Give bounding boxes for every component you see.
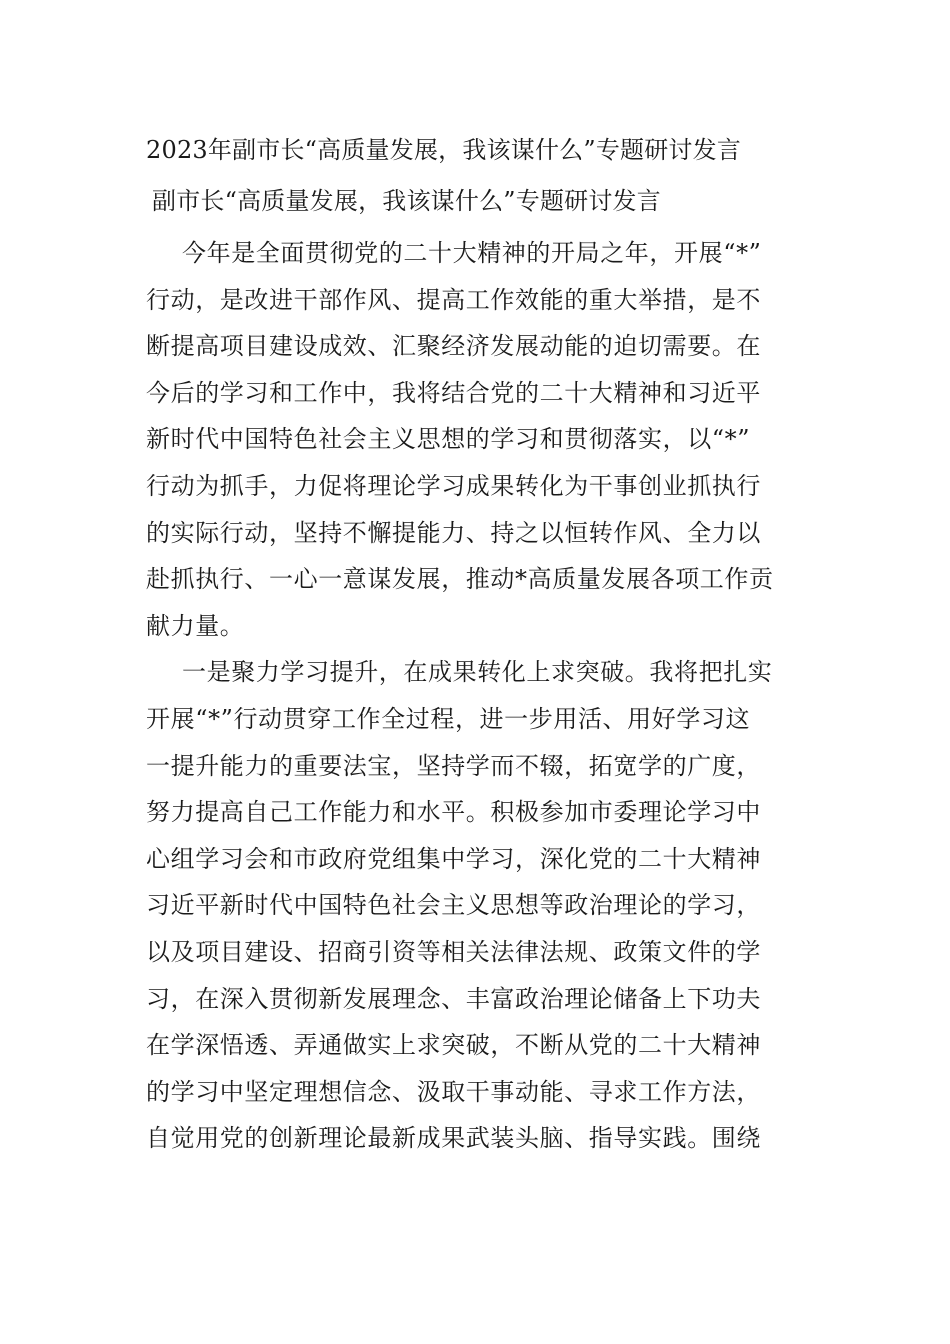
body-line: 习，在深入贯彻新发展理念、丰富政治理论储备上下功夫 — [146, 984, 761, 1013]
document-subtitle: 副市长“高质量发展，我该谋什么”专题研讨发言 — [152, 187, 661, 215]
body-line: 一是聚力学习提升，在成果转化上求突破。我将把扎实 — [182, 658, 773, 687]
body-line: 今年是全面贯彻党的二十大精神的开局之年，开展“*” — [182, 239, 762, 267]
body-line: 在学深悟透、弄通做实上求突破，不断从党的二十大精神 — [146, 1031, 761, 1060]
body-line: 的实际行动，坚持不懈提能力、持之以恒转作风、全力以 — [146, 518, 761, 547]
body-line: 习近平新时代中国特色社会主义思想等政治理论的学习， — [146, 891, 761, 920]
body-line: 新时代中国特色社会主义思想的学习和贯彻落实，以“*” — [146, 425, 751, 454]
body-line: 心组学习会和市政府党组集中学习，深化党的二十大精神 — [146, 844, 761, 873]
document-body — [146, 230, 806, 1162]
body-line: 开展“*”行动贯穿工作全过程，进一步用活、用好学习这 — [146, 704, 751, 733]
body-line: 行动，是改进干部作风、提高工作效能的重大举措，是不 — [146, 285, 761, 314]
body-line: 以及项目建设、招商引资等相关法律法规、政策文件的学 — [146, 937, 761, 966]
body-line: 献力量。 — [146, 611, 245, 640]
body-line: 断提高项目建设成效、汇聚经济发展动能的迫切需要。在 — [146, 332, 761, 361]
body-line: 努力提高自己工作能力和水平。积极参加市委理论学习中 — [146, 798, 761, 827]
body-line: 一提升能力的重要法宝，坚持学而不辍，拓宽学的广度， — [146, 751, 761, 780]
document-title: 2023年副市长“高质量发展，我该谋什么”专题研讨发言 — [146, 136, 742, 164]
body-line: 的学习中坚定理想信念、汲取干事动能、寻求工作方法， — [146, 1077, 761, 1106]
body-line: 今后的学习和工作中，我将结合党的二十大精神和习近平 — [146, 378, 761, 407]
body-line: 自觉用党的创新理论最新成果武装头脑、指导实践。围绕 — [146, 1124, 761, 1153]
body-line: 赴抓执行、一心一意谋发展，推动*高质量发展各项工作贡 — [146, 565, 774, 594]
body-line: 行动为抓手，力促将理论学习成果转化为干事创业抓执行 — [146, 471, 761, 500]
